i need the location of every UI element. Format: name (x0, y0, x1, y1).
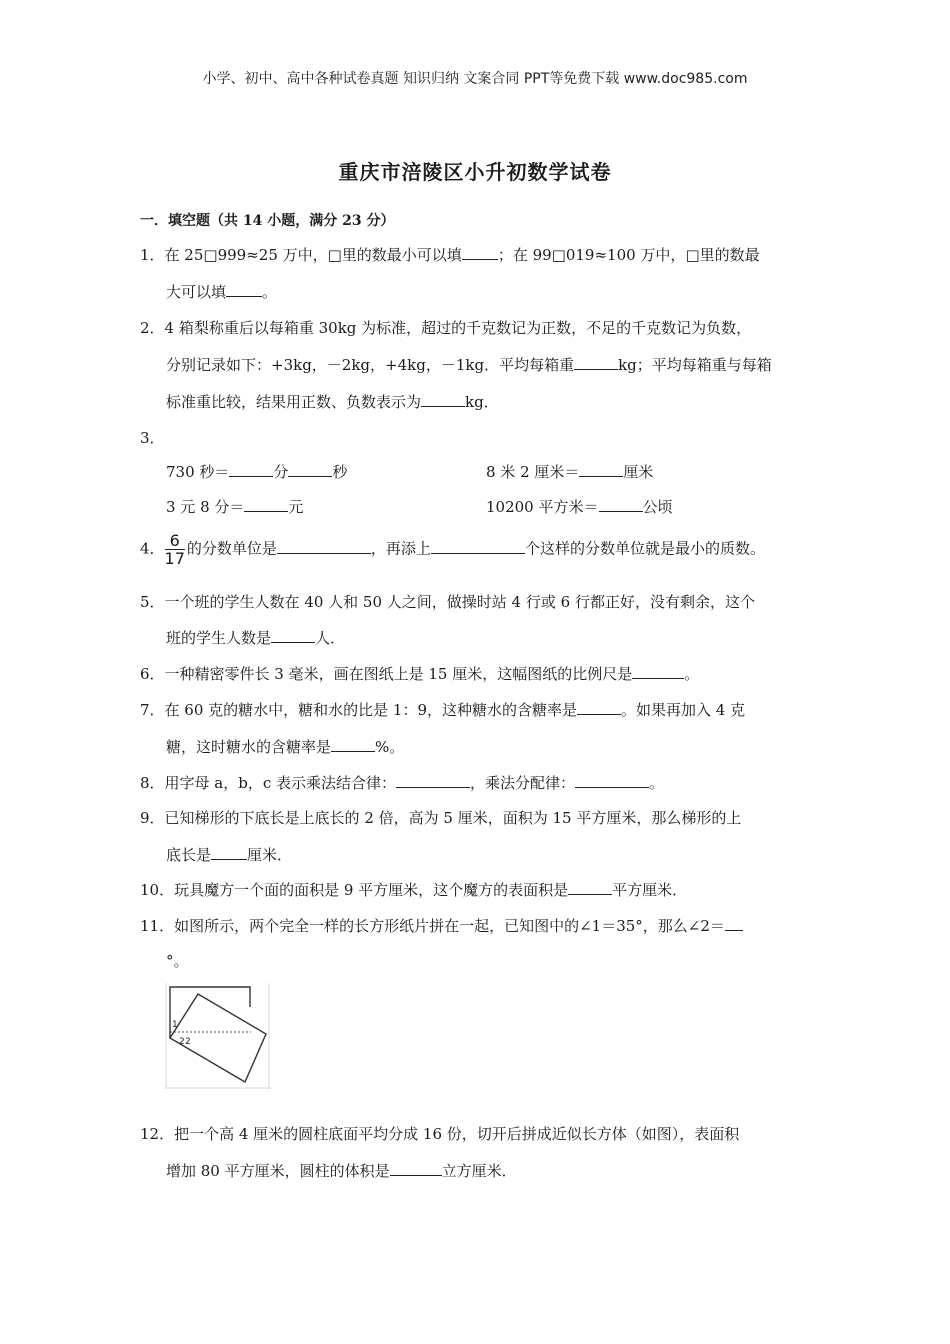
fraction: $\frac{6}{17}$ (164, 531, 185, 568)
answer-blank[interactable] (599, 497, 643, 512)
answer-blank[interactable] (574, 355, 618, 370)
answer-blank[interactable] (725, 916, 743, 931)
angle-2-label: 2 (185, 1037, 191, 1047)
angle-2-label: 2 (179, 1037, 185, 1047)
answer-blank[interactable] (211, 845, 247, 860)
answer-blank[interactable] (568, 880, 612, 895)
question-1-line-1: 1．在 25□999≈25 万中，□里的数最小可以填 ；在 99□019≈100 万中，□里的数最 (140, 246, 760, 264)
answer-blank[interactable] (396, 773, 470, 788)
page-title: 重庆市涪陵区小升初数学试卷 (338, 160, 612, 184)
question-3-item-c: 3 元 8 分＝ 元 (166, 498, 304, 516)
question-8: 8．用字母 a，b，c 表示乘法结合律： ，乘法分配律： 。 (140, 774, 665, 792)
section-heading: 一．填空题（共 14 小题，满分 23 分） (140, 213, 395, 229)
angle-1-label: 1 (172, 1020, 178, 1030)
question-2-line-2: 分别记录如下：+3kg，－2kg，+4kg，－1kg．平均每箱重 kg；平均每箱重与每箱 (166, 356, 772, 374)
question-11-figure (165, 983, 271, 1089)
answer-blank[interactable] (579, 462, 623, 477)
question-9-line-2: 底长是 厘米． (166, 846, 293, 864)
answer-blank[interactable] (390, 1161, 442, 1176)
answer-blank[interactable] (431, 539, 525, 554)
question-12-line-2: 增加 80 平方厘米，圆柱的体积是 立方厘米． (166, 1162, 517, 1180)
question-5-line-2: 班的学生人数是 人． (166, 629, 346, 647)
question-9-line-1: 9．已知梯形的下底长是上底长的 2 倍，高为 5 厘米，面积为 15 平方厘米，那么梯形的上 (140, 809, 742, 827)
question-2-line-3: 标准重比较，结果用正数、负数表示为 kg． (166, 393, 499, 411)
answer-blank[interactable] (277, 539, 371, 554)
question-12-line-1: 12．把一个高 4 厘米的圆柱底面平均分成 16 份，切开后拼成近似长方体（如图），表面积 (140, 1125, 740, 1143)
answer-blank[interactable] (271, 628, 315, 643)
answer-blank[interactable] (244, 497, 288, 512)
answer-blank[interactable] (226, 282, 262, 297)
question-7-line-1: 7．在 60 克的糖水中，糖和水的比是 1：9，这种糖水的含糖率是 。如果再加入 4 克 (140, 701, 746, 719)
question-5-line-1: 5．一个班的学生人数在 40 人和 50 人之间，做操时站 4 行或 6 行都正好，没有剩余，这个 (140, 593, 755, 611)
question-6: 6．一种精密零件长 3 毫米，画在图纸上是 15 厘米，这幅图纸的比例尺是 。 (140, 665, 700, 683)
question-11-line-2: °。 (166, 952, 189, 970)
question-3-item-d: 10200 平方米＝ 公顷 (486, 498, 673, 516)
question-2-line-1: 2．4 箱梨称重后以每箱重 30kg 为标准，超过的千克数记为正数，不足的千克数记为负数， (140, 319, 752, 337)
question-3-number: 3． (140, 429, 165, 447)
figure-background (165, 983, 271, 1089)
question-7-line-2: 糖，这时糖水的含糖率是 %。 (166, 738, 405, 756)
answer-blank[interactable] (575, 773, 649, 788)
answer-blank[interactable] (288, 462, 332, 477)
page-header: 小学、初中、高中各种试卷真题 知识归纳 文案合同 PPT等免费下载 www.doc985.com (202, 71, 748, 87)
question-3-item-a: 730 秒＝ 分 秒 (166, 463, 348, 481)
answer-blank[interactable] (421, 392, 465, 407)
question-10: 10．玩具魔方一个面的面积是 9 平方厘米，这个魔方的表面积是 平方厘米． (140, 881, 688, 899)
answer-blank[interactable] (229, 462, 273, 477)
answer-blank[interactable] (632, 664, 684, 679)
answer-blank[interactable] (462, 245, 498, 260)
question-3-item-b: 8 米 2 厘米＝ 厘米 (486, 463, 654, 481)
answer-blank[interactable] (577, 700, 621, 715)
question-11-line-1: 11．如图所示，两个完全一样的长方形纸片拼在一起，已知图中的∠1＝35°，那么∠2＝ (140, 916, 743, 936)
question-1-line-2: 大可以填 。 (166, 283, 278, 301)
two-rectangles-diagram (165, 983, 271, 1089)
question-4: 4． $\frac{6}{17}$ 的分数单位是 ，再添上 个这样的分数单位就是最小的质数。 (140, 531, 765, 568)
answer-blank[interactable] (331, 737, 375, 752)
